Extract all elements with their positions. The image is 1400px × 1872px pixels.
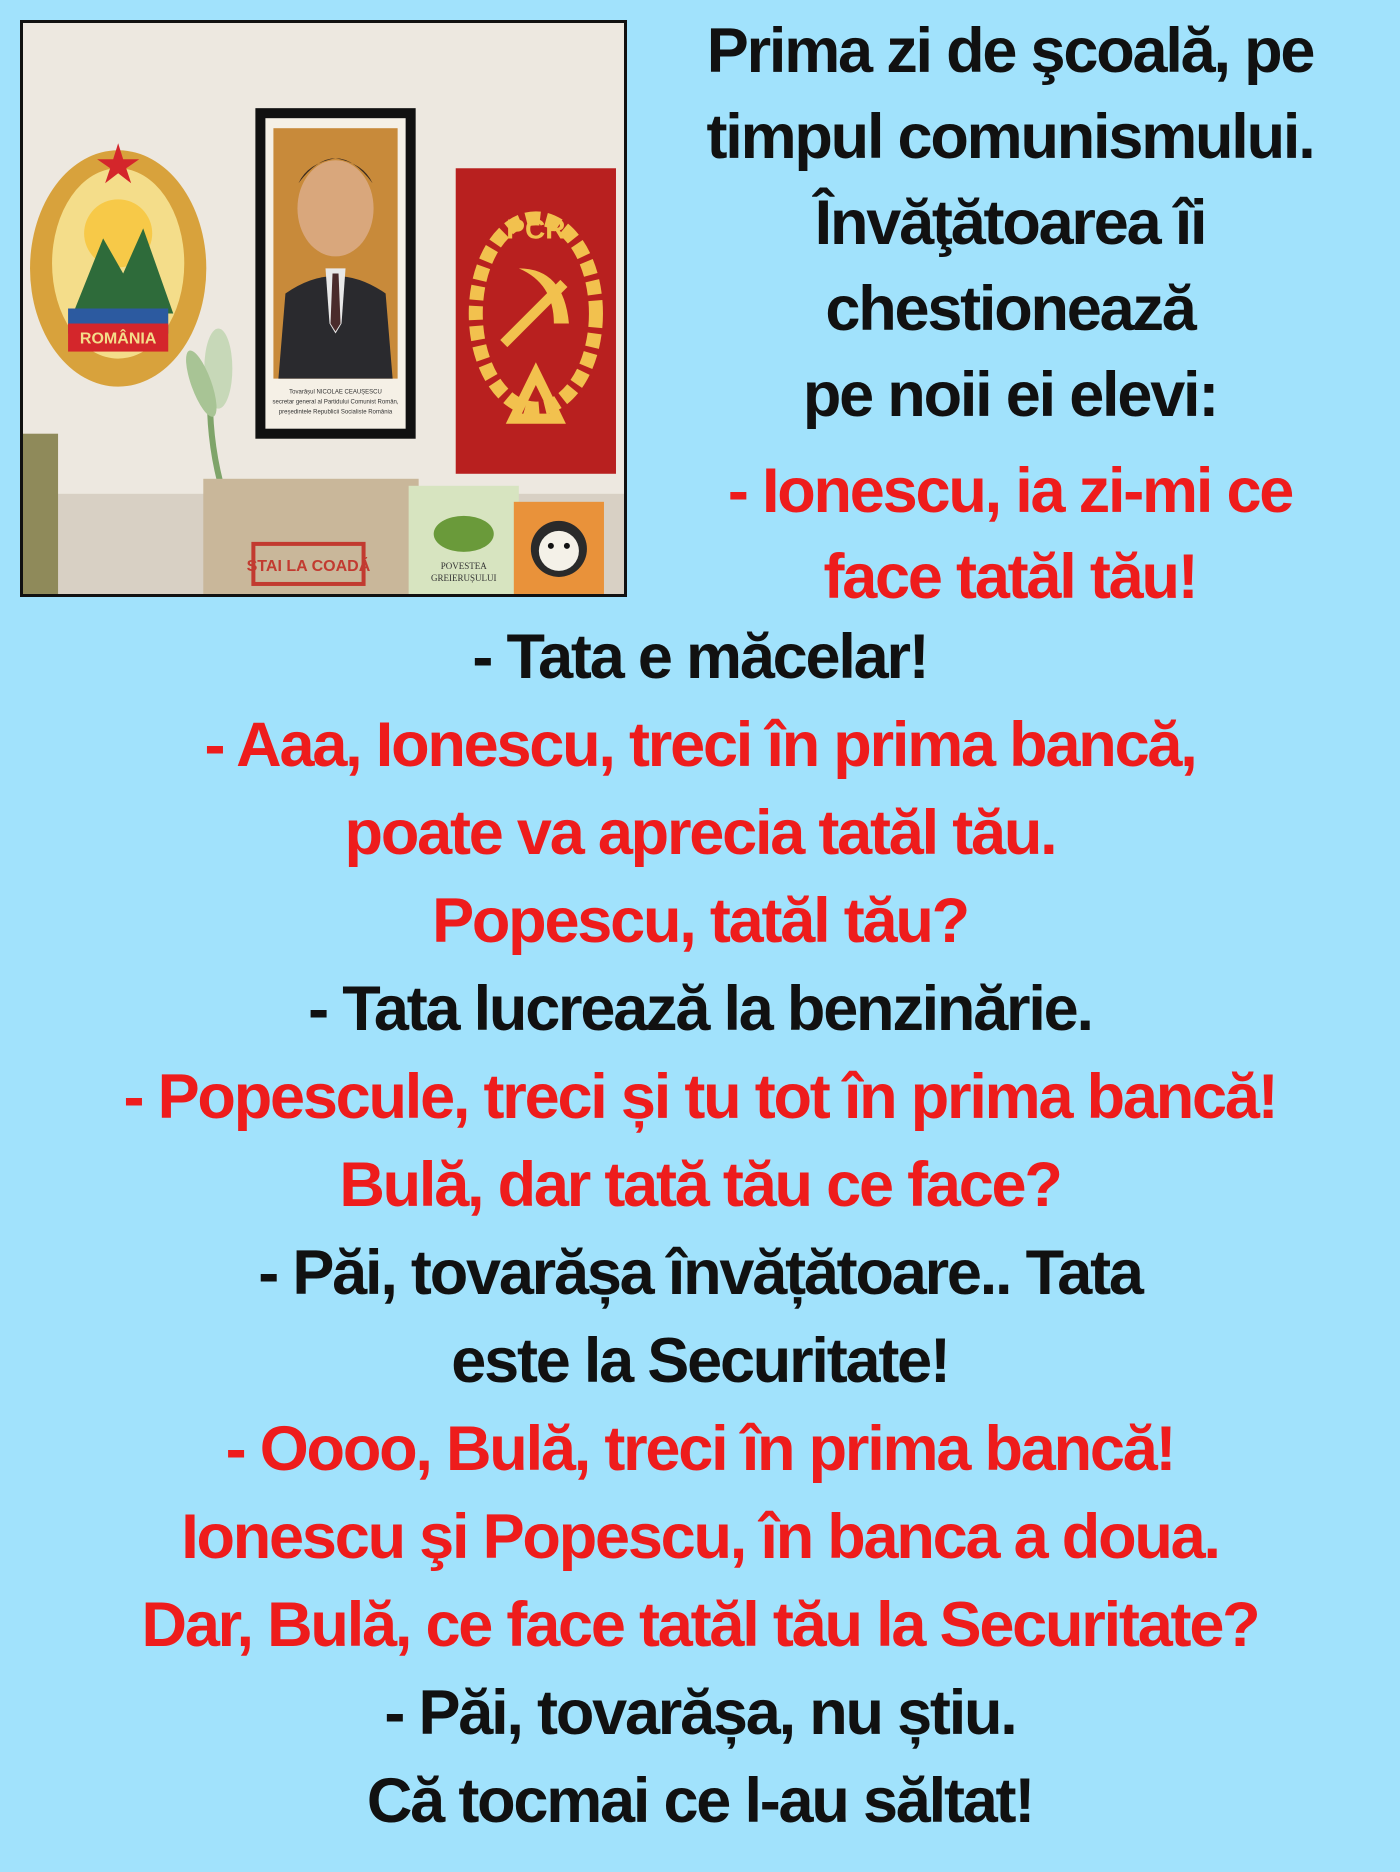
teacher-line: poate va aprecia tatăl tău. (344, 798, 1056, 868)
student-line: este la Securitate! (451, 1326, 949, 1396)
book-title-line-2: GREIERUȘULUI (430, 572, 497, 583)
intro-line: Învăţătoarea îi (814, 188, 1206, 258)
portrait-caption-line-2: secretar general al Partidului Comunist Român, (272, 399, 399, 406)
student-line: Că tocmai ce l-au săltat! (366, 1766, 1034, 1836)
pcr-poster (456, 168, 616, 474)
student-line: - Tata lucrează la benzinărie. (308, 974, 1092, 1044)
intro-line: pe noii ei elevi: (802, 360, 1218, 430)
teacher-line: - Popescule, treci și tu tot în prima bancă! (123, 1062, 1277, 1132)
teacher-line: - Oooo, Bulă, treci în prima bancă! (225, 1414, 1175, 1484)
pcr-poster-text: PCR (506, 213, 566, 245)
coat-of-arms-text: ROMÂNIA (79, 329, 157, 348)
student-line: - Tata e măcelar! (472, 622, 928, 692)
student-line: - Păi, tovarășa învățătoare.. Tata (258, 1238, 1142, 1308)
book-title-line-1: POVESTEA (440, 560, 487, 571)
communist-classroom-photo (20, 20, 627, 597)
teacher-line: Ionescu şi Popescu, în banca a doua. (181, 1502, 1219, 1572)
teacher-line: Bulă, dar tată tău ce face? (339, 1150, 1061, 1220)
intro-line: timpul comunismului. (706, 102, 1314, 172)
teacher-line: Dar, Bulă, ce face tatăl tău la Securitate? (141, 1590, 1259, 1660)
teacher-question-line: - Ionescu, ia zi-mi ce (727, 456, 1293, 526)
teacher-line: Popescu, tatăl tău? (432, 886, 968, 956)
portrait-poster (255, 108, 415, 439)
intro-line: chestionează (825, 274, 1195, 344)
teacher-question-line: face tatăl tău! (823, 542, 1197, 612)
book-stamp-text: STAI LA COADĂ (246, 556, 371, 575)
classroom-illustration (23, 23, 624, 594)
student-line: - Păi, tovarășa, nu știu. (384, 1678, 1016, 1748)
portrait-caption-line-3: președintele Republicii Socialiste România (278, 409, 393, 416)
teacher-line: - Aaa, Ionescu, treci în prima bancă, (204, 710, 1196, 780)
portrait-caption-line-1: Tovarășul NICOLAE CEAUȘESCU (289, 389, 382, 396)
intro-line: Prima zi de şcoală, pe (706, 16, 1314, 86)
